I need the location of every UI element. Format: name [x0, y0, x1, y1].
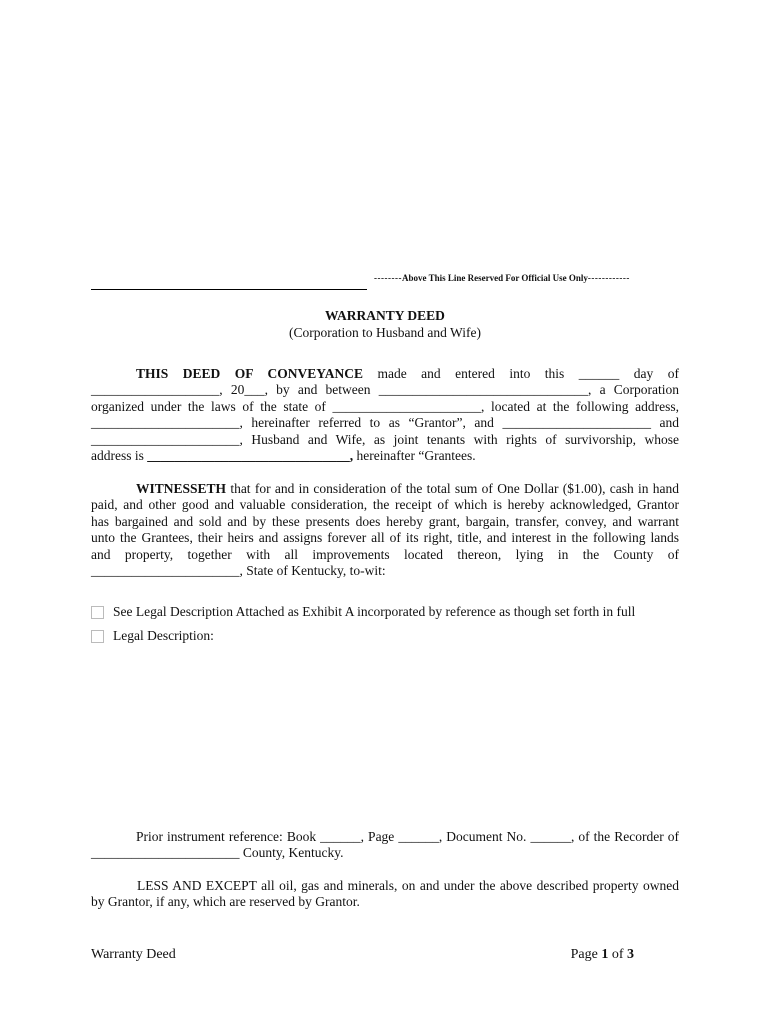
official-use-header	[91, 270, 681, 294]
footer-page-number: Page 1 of 3	[570, 947, 634, 962]
legal-description-checkbox[interactable]	[91, 630, 104, 643]
footer-document-name: Warranty Deed	[91, 947, 176, 962]
witnesseth-paragraph: WITNESSETH that for and in consideration of the total sum of One Dollar ($1.00), cash in hand paid, and other good and valuable consideration, the receipt of which is hereby acknowledged, Grantor has bargained and sold and by these presents does hereby grant, bargain, transfer, convey, and warrant unto the Grantees, their heirs and assigns forever all of its right, title, and interest in the following lands and property, together with all improvements located thereon, lying in the County of ______________________, State of Kentucky, to-wit:	[91, 481, 679, 579]
document-title: WARRANTY DEED	[325, 308, 445, 323]
signature-rule	[91, 289, 367, 290]
checkbox-row-exhibit-a: See Legal Description Attached as Exhibit A incorporated by reference as though set forth in full	[91, 604, 635, 620]
document-subtitle: (Corporation to Husband and Wife)	[289, 325, 481, 340]
prior-instrument-paragraph: Prior instrument reference: Book ______, Page ______, Document No. ______, of the Recorder of ______________________ County, Kentucky.	[91, 829, 679, 861]
official-use-label: --------Above This Line Reserved For Official Use Only------------	[374, 273, 630, 283]
checkbox-row-legal-description: Legal Description:	[91, 628, 214, 644]
less-and-except-paragraph: LESS AND EXCEPT all oil, gas and minerals, on and under the above described property owned by Grantor, if any, which are reserved by Grantor.	[91, 878, 679, 910]
exhibit-a-checkbox[interactable]	[91, 606, 104, 619]
conveyance-paragraph: THIS DEED OF CONVEYANCE made and entered into this ______ day of ___________________, 20___, by and between _______________________________, a Corporation organized under the laws of the state of ______________________, located at the following address, ______________________, hereinafter referred to as “Grantor”, and ______________________ and ______________________, Husband and Wife, as joint tenants with rights of survivorship, whose address is ______________________________, hereinafter “Grantees.	[91, 366, 679, 464]
